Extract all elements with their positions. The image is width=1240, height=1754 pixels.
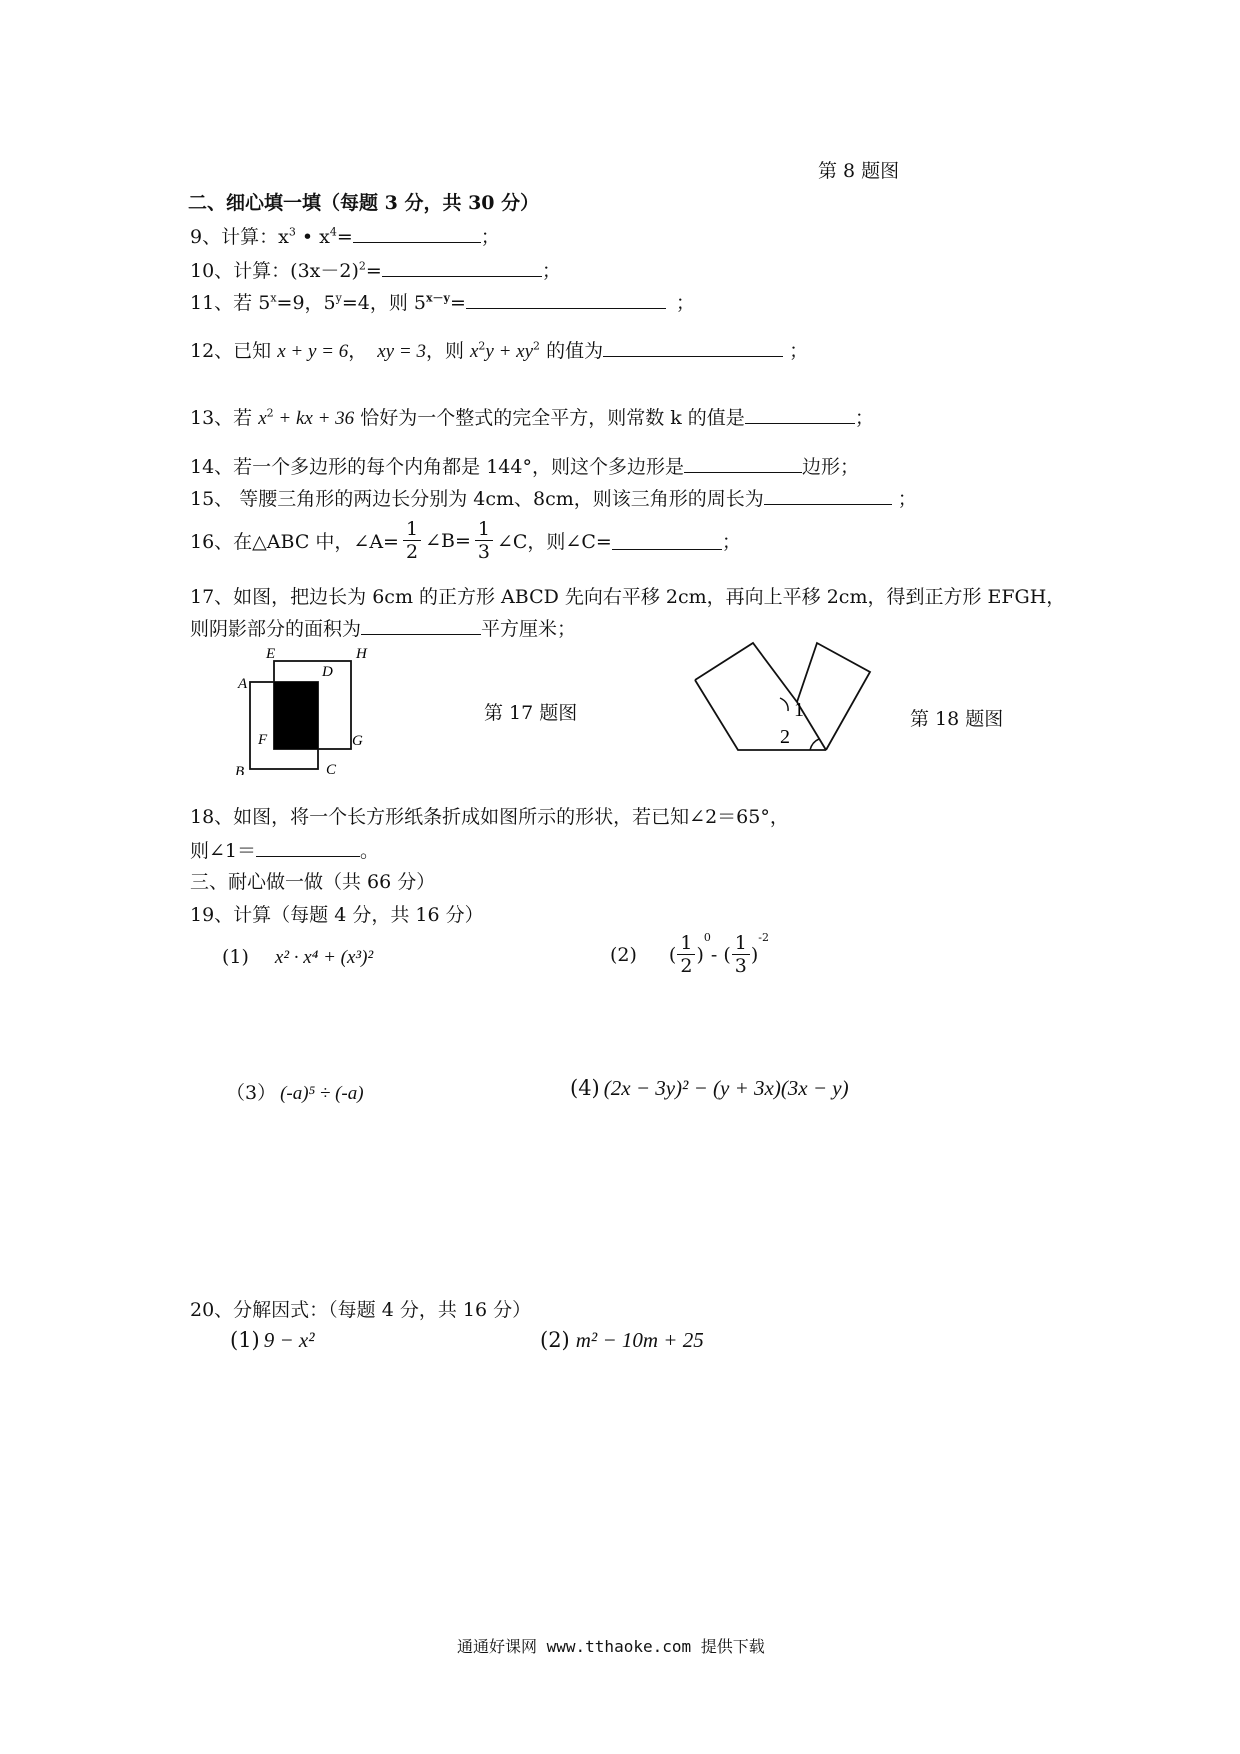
angle-2-label: 2 — [780, 726, 790, 748]
angle-2-arc — [810, 739, 819, 750]
figure-17-squares — [230, 640, 390, 775]
question-19-part1: (1) x² · x⁴ + (x³)² — [222, 946, 374, 968]
question-16: 16、在△ABC 中，∠A= $\frac{1}{2}$ ∠B= $\frac{1}{3}$ ∠C，则∠C= ； — [190, 518, 741, 563]
fig18-caption: 第 18 题图 — [910, 708, 1004, 730]
question-13: 13、若 $x^2$ + kx + 36 恰好为一个整式的完全平方，则常数 k 的值是 ； — [190, 406, 874, 429]
strip-bottom-edges — [695, 680, 826, 750]
section3-title: 三、耐心做一做（共 66 分） — [190, 871, 436, 893]
answer-blank-15[interactable] — [764, 486, 892, 505]
question-20-part1: (1) 9 − x² — [230, 1328, 315, 1352]
angle-1-arc — [780, 698, 788, 711]
label-h: H — [356, 646, 367, 662]
question-20-title: 20、分解因式：（每题 4 分，共 16 分） — [190, 1299, 532, 1321]
answer-blank-9[interactable] — [353, 224, 481, 243]
question-19-part2: (2) ( $\frac{1}{2}$ ) 0 - ( $\frac{1}{3}$ ) -2 — [610, 931, 769, 977]
question-17-line1: 17、如图，把边长为 6cm 的正方形 ABCD 先向右平移 2cm，再向上平移 2cm，得到正方形 EFGH， — [190, 586, 1066, 608]
answer-blank-14[interactable] — [684, 454, 802, 473]
strip-left-edges — [695, 643, 797, 702]
answer-blank-18[interactable] — [256, 838, 360, 857]
label-a: A — [238, 676, 248, 692]
section2-title: 二、细心填一填（每题 3 分，共 30 分） — [188, 192, 540, 214]
fraction-third: $\frac{1}{3}$ — [475, 518, 493, 563]
question-17-line2: 则阴影部分的面积为 平方厘米； — [190, 618, 577, 640]
question-15: 15、 等腰三角形的两边长分别为 4cm、8cm，则该三角形的周长为 ； — [190, 488, 917, 510]
label-d: D — [322, 664, 333, 680]
label-f: F — [258, 732, 268, 748]
footer-source: 通通好课网 www.tthaoke.com 提供下载 — [457, 1637, 765, 1656]
label-b: B — [235, 764, 245, 775]
question-19-part4: (4) (2x − 3y)² − (y + 3x)(3x − y) — [570, 1076, 849, 1100]
answer-blank-13[interactable] — [745, 405, 855, 424]
question-10: 10、计算：$(3x-2)^2=$ ； — [190, 259, 561, 282]
shaded-overlap — [274, 682, 318, 749]
answer-blank-17[interactable] — [361, 616, 481, 635]
question-12: 12、已知 x + y = 6， xy = 3，则 $x^2y + xy^2$ 的值为 ； — [190, 339, 809, 362]
label-e: E — [266, 646, 276, 662]
label-g: G — [352, 733, 363, 749]
question-9: 9、计算：$x^3$ • $x^4=$ ； — [190, 225, 500, 248]
strip-right-edges — [797, 643, 870, 750]
angle-1-label: 1 — [794, 699, 804, 721]
label-c: C — [326, 762, 337, 775]
fig8-caption: 第 8 题图 — [818, 160, 900, 182]
question-20-part2: (2) m² − 10m + 25 — [540, 1328, 704, 1352]
question-19-title: 19、计算（每题 4 分，共 16 分） — [190, 904, 484, 926]
fraction-half: $\frac{1}{2}$ — [403, 518, 421, 563]
answer-blank-12[interactable] — [603, 338, 783, 357]
answer-blank-11[interactable] — [466, 290, 666, 309]
figure-18-folded-strip — [690, 638, 890, 763]
question-11: 11、若 $5^x=9$，$5^y=4$，则 $5^{x-y}=$ ； — [190, 291, 695, 314]
question-18-line2: 则∠1＝ 。 — [190, 840, 380, 862]
question-19-part3: （3） (-a)⁵ ÷ (-a) — [226, 1082, 364, 1104]
question-14: 14、若一个多边形的每个内角都是 144°，则这个多边形是 边形； — [190, 456, 859, 478]
question-18-line1: 18、如图，将一个长方形纸条折成如图所示的形状，若已知∠2＝65°， — [190, 806, 789, 828]
answer-blank-10[interactable] — [382, 258, 542, 277]
fig17-caption: 第 17 题图 — [484, 702, 578, 724]
answer-blank-16[interactable] — [612, 531, 722, 550]
